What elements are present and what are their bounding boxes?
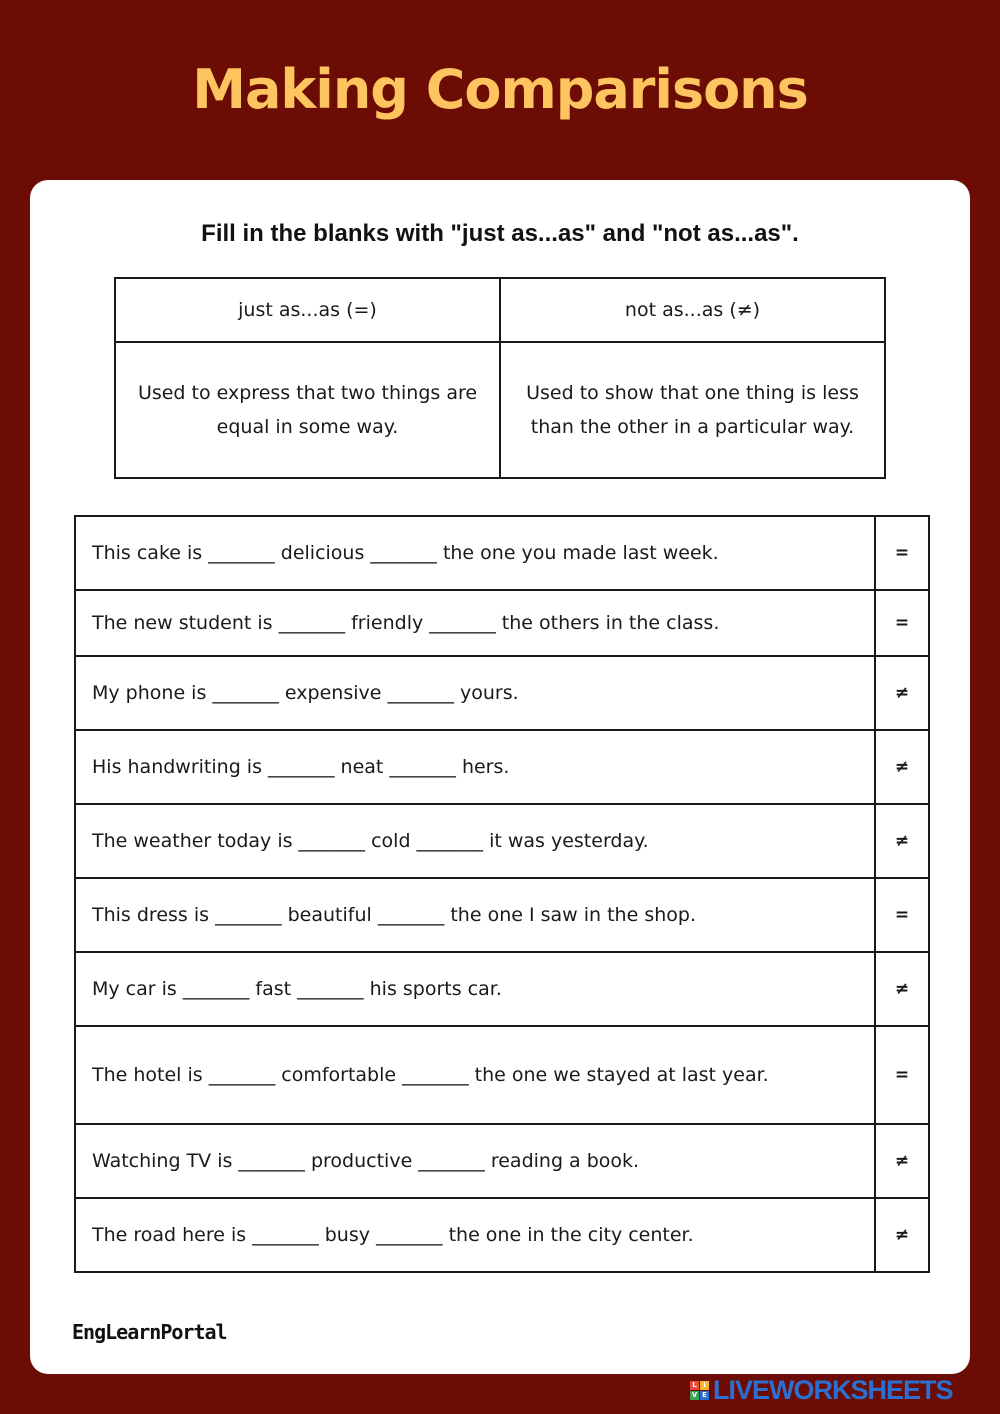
liveworksheets-logo-icon: L I V E <box>690 1381 709 1400</box>
key-header-not-equal: not as...as (≠) <box>500 278 885 342</box>
table-row <box>75 1026 929 1124</box>
comparison-symbol: ≠ <box>875 804 929 878</box>
instruction-text: Fill in the blanks with "just as...as" and "not as...as". <box>201 220 799 247</box>
comparison-symbol: = <box>875 516 929 590</box>
table-row <box>75 1124 929 1198</box>
table-row <box>75 878 929 952</box>
page-title: Making Comparisons <box>192 58 808 121</box>
table-row <box>75 590 929 656</box>
exercise-sentence: My car is _______ fast _______ his sports car. <box>75 952 875 1026</box>
exercise-sentence: The road here is _______ busy _______ the one in the city center. <box>75 1198 875 1272</box>
table-row <box>75 516 929 590</box>
exercise-sentence: The weather today is _______ cold _______ it was yesterday. <box>75 804 875 878</box>
key-table-header-row <box>115 278 885 342</box>
comparison-symbol: ≠ <box>875 1124 929 1198</box>
key-table-description-row <box>115 342 885 478</box>
comparison-symbol: = <box>875 590 929 656</box>
exercise-sentence: My phone is _______ expensive _______ yours. <box>75 656 875 730</box>
exercise-sentence: This cake is _______ delicious _______ the one you made last week. <box>75 516 875 590</box>
key-description-equal: Used to express that two things are equal in some way. <box>115 342 500 478</box>
key-header-equal: just as...as (=) <box>115 278 500 342</box>
table-row <box>75 1198 929 1272</box>
exercise-table <box>74 515 930 1273</box>
exercise-sentence: This dress is _______ beautiful _______ the one I saw in the shop. <box>75 878 875 952</box>
comparison-symbol: ≠ <box>875 1198 929 1272</box>
worksheet-card <box>30 180 970 1374</box>
comparison-symbol: ≠ <box>875 730 929 804</box>
exercise-sentence: Watching TV is _______ productive _______ reading a book. <box>75 1124 875 1198</box>
liveworksheets-text: LIVEWORKSHEETS <box>713 1374 953 1405</box>
table-row <box>75 952 929 1026</box>
exercise-sentence: His handwriting is _______ neat _______ hers. <box>75 730 875 804</box>
comparison-symbol: = <box>875 878 929 952</box>
comparison-symbol: = <box>875 1026 929 1124</box>
key-table <box>114 277 886 479</box>
brand-name: EngLearnPortal <box>72 1320 227 1344</box>
exercise-sentence: The hotel is _______ comfortable _______ the one we stayed at last year. <box>75 1026 875 1124</box>
table-row <box>75 656 929 730</box>
exercise-sentence: The new student is _______ friendly _______ the others in the class. <box>75 590 875 656</box>
table-row <box>75 804 929 878</box>
comparison-symbol: ≠ <box>875 952 929 1026</box>
comparison-symbol: ≠ <box>875 656 929 730</box>
table-row <box>75 730 929 804</box>
liveworksheets-watermark <box>690 1376 953 1404</box>
key-description-not-equal: Used to show that one thing is less than the other in a particular way. <box>500 342 885 478</box>
